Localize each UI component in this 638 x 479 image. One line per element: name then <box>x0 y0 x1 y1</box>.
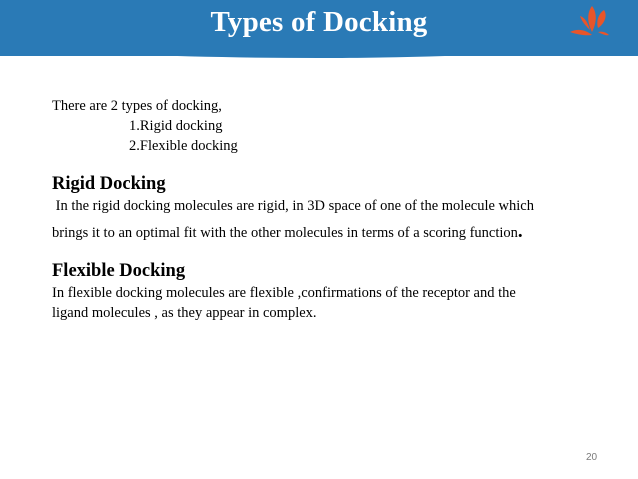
flame-leaf-logo-icon <box>566 4 610 44</box>
rigid-docking-heading: Rigid Docking <box>52 174 166 194</box>
intro-item-flexible: 2.Flexible docking <box>129 138 238 154</box>
rigid-docking-line-2 <box>52 222 612 243</box>
intro-line: There are 2 types of docking, <box>52 98 222 114</box>
rigid-docking-line-2-period: . <box>517 221 523 242</box>
slide-title: Types of Docking <box>210 6 428 38</box>
flexible-docking-line-2: ligand molecules , as they appear in complex. <box>52 305 317 321</box>
rigid-docking-line-2-text: brings it to an optimal fit with the other molecules in terms of a scoring function <box>52 225 518 241</box>
flexible-docking-heading: Flexible Docking <box>52 261 186 281</box>
intro-item-rigid: 1.Rigid docking <box>129 118 223 134</box>
slide-content <box>52 96 612 323</box>
flexible-docking-line-1: In flexible docking molecules are flexible ,confirmations of the receptor and the <box>52 285 516 301</box>
rigid-docking-line-1: In the rigid docking molecules are rigid, in 3D space of one of the molecule which <box>52 198 534 214</box>
page-number: 20 <box>586 452 598 463</box>
